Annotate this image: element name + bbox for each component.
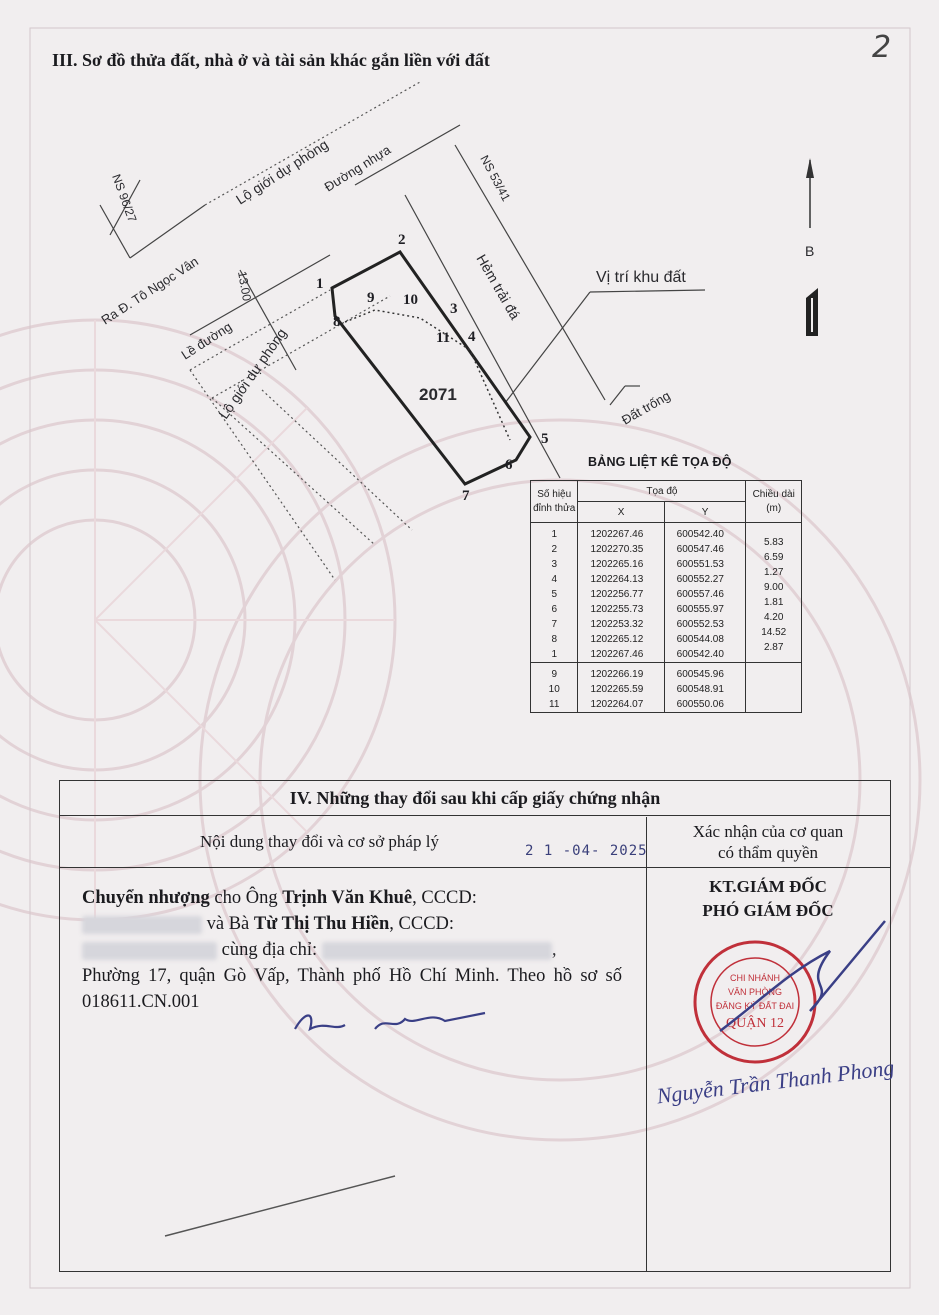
gravel-alley-label: Hẻm trải đá [473, 251, 524, 323]
redacted-id-2 [82, 942, 217, 960]
svg-text:CHI NHÁNH: CHI NHÁNH [729, 973, 781, 983]
road-edge-4 [190, 255, 330, 335]
svg-text:ĐĂNG KÝ ĐẤT ĐAI: ĐĂNG KÝ ĐẤT ĐAI [715, 1001, 795, 1011]
vertex-label-7: 7 [462, 488, 470, 504]
len-cell [746, 682, 802, 697]
x-cell: 1202264.07 [578, 697, 664, 713]
coordinate-table [530, 480, 802, 713]
coord-rows [531, 523, 802, 663]
road-edge-2 [130, 205, 205, 258]
coord-extra-row [531, 682, 802, 697]
length-cell: 1.81 [746, 595, 802, 610]
len-cell [746, 697, 802, 713]
asphalt-road-label: Đường nhựa [321, 142, 394, 195]
x-cell: 1202256.77 [578, 587, 664, 602]
y-cell: 600547.46 [664, 542, 746, 557]
content-segment: , CCCD: [389, 914, 455, 934]
y-cell: 600552.27 [664, 572, 746, 587]
y-cell: 600555.97 [664, 602, 746, 617]
alley-boundary-left [190, 370, 335, 580]
change-content-header: Nội dung thay đổi và cơ sở pháp lý [200, 832, 439, 851]
svg-text:VĂN PHÒNG: VĂN PHÒNG [727, 987, 783, 997]
sidewalk-label: Lề đường [178, 318, 235, 363]
north-label: B [805, 243, 815, 259]
length-cell: 4.20 [746, 610, 802, 625]
road-reserve-top-label: Lộ giới dự phòng [232, 136, 331, 208]
location-pointer-2 [590, 290, 705, 292]
signer-title-2: PHÓ GIÁM ĐỐC [702, 901, 834, 920]
vertex-no-cell: 5 [531, 587, 578, 602]
vertex-label-1: 1 [316, 276, 324, 292]
length-cell: 9.00 [746, 580, 802, 595]
y-cell: 600545.96 [664, 663, 746, 683]
x-cell: 1202267.46 [578, 647, 664, 663]
x-cell: 1202253.32 [578, 617, 664, 632]
authority-confirmation-header: Xác nhận của cơ quan có thẩm quyền [692, 822, 844, 862]
vertex-label-10: 10 [403, 292, 418, 308]
y-cell: 600551.53 [664, 557, 746, 572]
y-cell: 600552.53 [664, 617, 746, 632]
y-cell: 600542.40 [664, 647, 746, 663]
vertex-no-cell: 7 [531, 617, 578, 632]
north-arrow-icon [805, 158, 814, 259]
road-reserve-bottom-label: Lộ giới dự phòng [215, 325, 290, 422]
x-cell: 1202266.19 [578, 663, 664, 683]
content-segment: , CCCD: [412, 888, 477, 908]
coord-table-title: BẢNG LIỆT KÊ TỌA ĐỘ [588, 455, 732, 469]
vertex-no-cell: 4 [531, 572, 578, 587]
x-cell: 1202264.13 [578, 572, 664, 587]
empty-land-label: Đất trống [619, 387, 673, 428]
buyer-name-2: Từ Thị Thu Hiền [253, 914, 390, 934]
x-header: X [578, 502, 664, 523]
vertex-no-cell: 1 [531, 647, 578, 663]
y-cell: 600544.08 [664, 632, 746, 647]
alley-ns2-label: NS 96/27 [109, 172, 140, 225]
content-segment: cho Ông [209, 888, 283, 908]
coord-extra-rows [531, 663, 802, 713]
length-cell: 6.59 [746, 550, 802, 565]
length-cell: 14.52 [746, 625, 802, 640]
content-segment: và Bà [202, 914, 254, 934]
num-cell: 11 [531, 697, 578, 713]
x-cell: 1202255.73 [578, 602, 664, 617]
vertex-no-cell: 2 [531, 542, 578, 557]
vertex-no-cell: 8 [531, 632, 578, 647]
changes-section [59, 780, 896, 1272]
alley-ns-label: NS 53/41 [477, 152, 514, 204]
x-cell: 1202270.35 [578, 542, 664, 557]
y-cell: 600557.46 [664, 587, 746, 602]
page-number: 2 [872, 30, 892, 65]
y-cell: 600550.06 [664, 697, 746, 713]
x-cell: 1202265.16 [578, 557, 664, 572]
svg-text:QUẬN 12: QUẬN 12 [726, 1016, 784, 1031]
signer-name: Nguyễn Trần Thanh Phong [655, 1054, 896, 1109]
signer-title-1: KT.GIÁM ĐỐC [709, 877, 827, 896]
content-segment: cùng địa chỉ: [217, 940, 322, 960]
empty-land-pointer [610, 386, 625, 405]
transfer-keyword: Chuyển nhượng [82, 888, 210, 908]
x-cell: 1202265.12 [578, 632, 664, 647]
coord-extra-row [531, 663, 802, 683]
handwritten-initials [285, 1001, 515, 1041]
change-date-stamp: 2 1 -04- 2025 [525, 843, 648, 859]
coords-header: Tọa độ [578, 481, 746, 502]
pen-stroke [160, 1171, 400, 1241]
section4-column-headers [60, 817, 890, 868]
vertex-label-4: 4 [468, 329, 476, 345]
vertex-no-cell: 6 [531, 602, 578, 617]
redacted-address [322, 942, 552, 960]
road-width-label: 13.00 [235, 270, 255, 303]
x-cell: 1202267.46 [578, 523, 664, 543]
vertex-label-3: 3 [450, 301, 458, 317]
vertex-no-cell: 3 [531, 557, 578, 572]
signature [700, 911, 890, 1051]
vertex-label-8: 8 [333, 314, 341, 330]
change-content-text: Chuyển nhượng cho Ông Trịnh Văn Khuê, CCCD: và Bà Từ Thị Thu Hiền, CCCD: cùng địa chỉ: , Phường 17, quận Gò Vấp, Thành phố Hồ Chí Minh. Theo hồ sơ số 018611.CN.001 [82, 888, 622, 1012]
buyer-name-1: Trịnh Văn Khuê [282, 888, 413, 908]
length-cell: 2.87 [746, 640, 802, 655]
coord-row [531, 523, 802, 543]
alley-boundary-right [212, 398, 375, 545]
x-cell: 1202265.59 [578, 682, 664, 697]
location-label: Vị trí khu đất [596, 269, 686, 286]
length-cell: 5.83 [746, 531, 802, 551]
y-header: Y [664, 502, 746, 523]
road-to-ngoc-van-label: Ra Đ. Tô Ngọc Vân [98, 253, 201, 328]
length-header: Chiều dài (m) [746, 481, 802, 523]
section3-title: III. Sơ đồ thửa đất, nhà ở và tài sản khác gắn liền với đất [52, 50, 490, 70]
vertex-no-header: Số hiệu đỉnh thửa [531, 481, 578, 523]
length-cell: 1.27 [746, 565, 802, 580]
alley-boundary-inner [262, 390, 412, 530]
num-cell: 9 [531, 663, 578, 683]
vertex-no-cell: 1 [531, 523, 578, 543]
door-marker-icon [806, 288, 818, 336]
redacted-id-1 [82, 916, 202, 934]
parcel-number: 2071 [419, 385, 457, 404]
num-cell: 10 [531, 682, 578, 697]
len-cell [746, 663, 802, 683]
coord-extra-row [531, 697, 802, 713]
vertex-label-5: 5 [541, 431, 549, 447]
section4-title: IV. Những thay đổi sau khi cấp giấy chứng nhận [60, 781, 890, 816]
vertex-label-6: 6 [505, 457, 513, 473]
y-cell: 600548.91 [664, 682, 746, 697]
vertex-label-11: 11 [436, 330, 451, 346]
y-cell: 600542.40 [664, 523, 746, 543]
vertex-label-9: 9 [367, 290, 375, 306]
vertex-label-2: 2 [398, 232, 406, 248]
content-segment: Phường 17, quận Gò Vấp, Thành phố Hồ Chí Minh. Theo hồ sơ số 018611.CN.001 [82, 966, 622, 1012]
